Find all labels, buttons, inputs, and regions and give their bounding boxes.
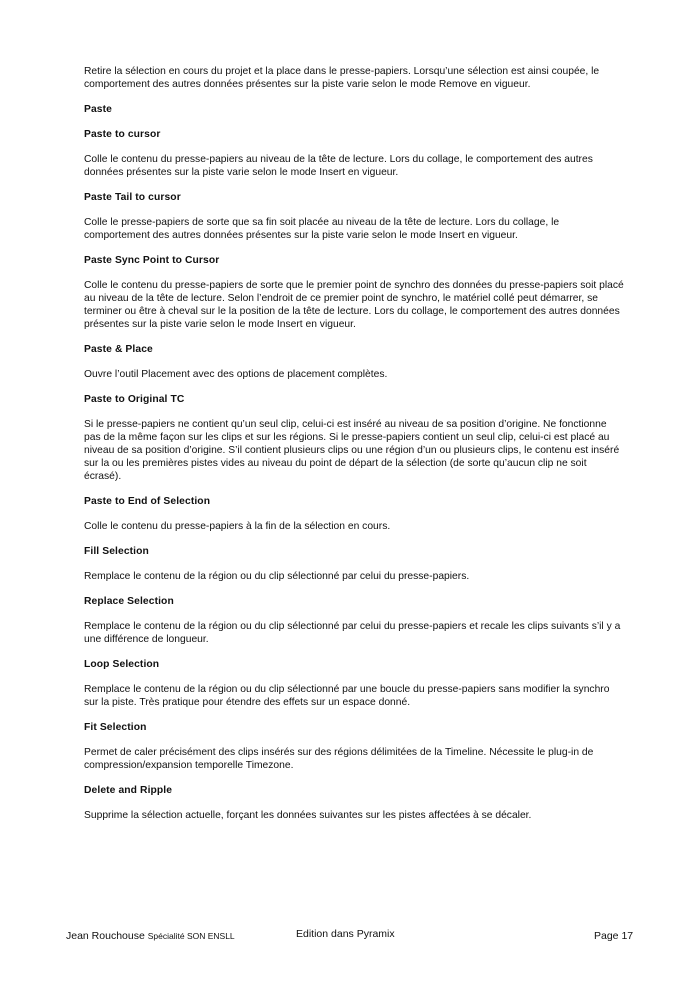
section-paste-to-original-tc	[84, 393, 624, 483]
section-paste	[84, 103, 624, 116]
footer-author-suffix: Spécialité SON ENSLL	[147, 931, 235, 941]
section-fit-selection	[84, 721, 624, 772]
intro-paragraph: Retire la sélection en cours du projet et la place dans le presse-papiers. Lorsqu’une sélection est ainsi coupée, le comportement des autres données présentes sur la piste varie selon le mode Remove en vigueur.	[84, 66, 600, 90]
section-heading: Paste to cursor	[84, 129, 161, 140]
section-text: Remplace le contenu de la région ou du clip sélectionné par une boucle du presse-papiers sans modifier la synchro sur la piste. Très pratique pour étendre des effets sur un espace donné.	[84, 684, 610, 708]
section-text: Colle le contenu du presse-papiers à la fin de la sélection en cours.	[84, 521, 391, 532]
section-paste-tail-to-cursor	[84, 191, 624, 242]
section-text: Remplace le contenu de la région ou du clip sélectionné par celui du presse-papiers.	[84, 571, 470, 582]
section-heading: Paste & Place	[84, 344, 153, 355]
section-paste-and-place	[84, 343, 624, 381]
page-footer	[0, 928, 699, 948]
section-heading: Replace Selection	[84, 596, 174, 607]
section-replace-selection	[84, 595, 624, 646]
section-heading: Delete and Ripple	[84, 785, 173, 796]
section-heading: Fit Selection	[84, 722, 147, 733]
section-heading: Paste Tail to cursor	[84, 192, 181, 203]
footer-document-title: Edition dans Pyramix	[296, 928, 395, 940]
footer-author	[66, 930, 235, 942]
section-fill-selection	[84, 545, 624, 583]
section-heading: Paste Sync Point to Cursor	[84, 255, 220, 266]
section-text: Colle le contenu du presse-papiers de sorte que le premier point de synchro des données du presse-papiers soit placé au niveau de la tête de lecture. Selon l’endroit de ce premier point de synchro, le matériel collé peut démarrer, se terminer ou être à cheval sur le la position de la tête de lecture. Lors du collage, le comportement des autres données présentes sur la piste varie selon le mode Insert en vigueur.	[84, 280, 624, 330]
section-text: Si le presse-papiers ne contient qu’un seul clip, celui-ci est inséré au niveau de sa position d’origine. Ne fonctionne pas de la même façon sur les clips et sur les régions. Si le presse-papiers contient un seul clip, celui-ci est placé au niveau de sa position d’origine. S’il contient plusieurs clips ou une région d’un ou plusieurs clips, le contenu est inséré sur la ou les premières pistes vides au niveau du point de départ de la sélection (de sorte qu’aucun clip ne soit écrasé).	[84, 419, 620, 482]
section-heading: Fill Selection	[84, 546, 149, 557]
section-loop-selection	[84, 658, 624, 709]
section-heading: Paste to Original TC	[84, 394, 185, 405]
section-heading: Paste to End of Selection	[84, 496, 211, 507]
section-text: Ouvre l’outil Placement avec des options de placement complètes.	[84, 369, 388, 380]
footer-page-number: Page 17	[594, 930, 634, 942]
section-heading: Loop Selection	[84, 659, 160, 670]
section-paste-to-end-of-selection	[84, 495, 624, 533]
section-text: Supprime la sélection actuelle, forçant les données suivantes sur les pistes affectées à se décaler.	[84, 810, 532, 821]
section-paste-to-cursor	[84, 128, 624, 179]
section-delete-and-ripple	[84, 784, 624, 822]
page-content	[84, 65, 624, 834]
section-text: Permet de caler précisément des clips insérés sur des régions délimitées de la Timeline. Nécessite le plug-in de compression/expansion temporelle Timezone.	[84, 747, 594, 771]
section-paste-sync-point	[84, 254, 624, 331]
section-text: Colle le presse-papiers de sorte que sa fin soit placée au niveau de la tête de lecture. Lors du collage, le comportement des autres données présentes sur la piste varie selon le mode Insert en vigueur.	[84, 217, 560, 241]
section-text: Remplace le contenu de la région ou du clip sélectionné par celui du presse-papiers et recale les clips suivants s’il y a une différence de longueur.	[84, 621, 621, 645]
footer-author-name: Jean Rouchouse	[66, 930, 145, 942]
section-text: Colle le contenu du presse-papiers au niveau de la tête de lecture. Lors du collage, le comportement des autres données présentes sur la piste varie selon le mode Insert en vigueur.	[84, 154, 593, 178]
section-heading: Paste	[84, 104, 112, 115]
